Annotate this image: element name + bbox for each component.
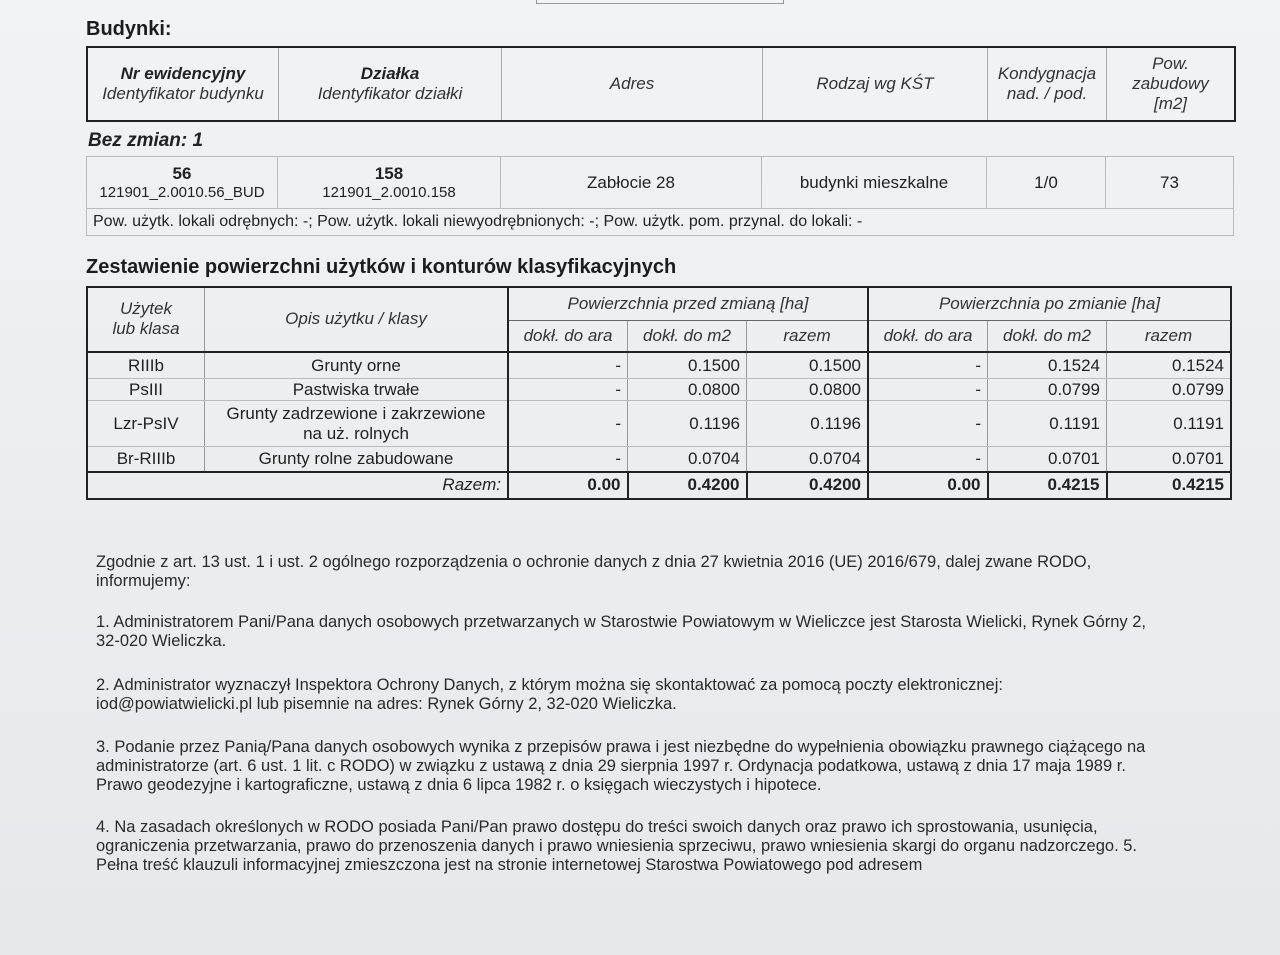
after-sum: 0.1191 [1107,401,1232,447]
header-after: Powierzchnia po zmianie [ha] [868,287,1231,320]
after-m2: 0.1191 [988,401,1107,447]
class-row [87,379,1231,401]
after-m2: 0.0799 [988,379,1107,401]
rodo-intro: Zgodnie z art. 13 ust. 1 i ust. 2 ogólnego rozporządzenia o ochronie danych z dnia 27 kwietnia 2016 (UE) 2016/679, dalej zwane RODO, informujemy: [96,553,1092,590]
after-m2: 0.1524 [988,352,1107,379]
class-code: Lzr-PsIV [87,401,205,447]
buildings-header-table [86,46,1236,122]
class-desc: Grunty orne [205,352,509,379]
total-before-sum: 0.4200 [747,472,869,499]
class-code: Br-RIIIb [87,447,205,472]
header-pow-zabudowy: Pow. zabudowy [m2] [1132,54,1209,113]
building-type-cell: budynki mieszkalne [762,157,987,209]
building-floors-cell: 1/0 [987,157,1106,209]
header-dzialka: Działka Identyfikator działki [279,47,502,121]
status-label: Bez zmian: 1 [88,130,204,151]
header-rodzaj: Rodzaj wg KŚT [763,47,988,121]
before-ar: - [508,401,628,447]
before-m2: 0.0704 [628,447,747,472]
building-address-cell: Zabłocie 28 [501,157,762,209]
rodo-paragraph-2: 2. Administrator wyznaczył Inspektora Ochrony Danych, z którym można się skontaktować za pomocą poczty elektronicznej: iod@powiatwielicki.pl lub pisemnie na adres: Rynek Górny 2, 32-020 Wieliczka. [96,676,1003,713]
building-plot-cell: 158 121901_2.0010.158 [278,157,501,209]
after-sum: 0.1524 [1107,352,1232,379]
before-ar: - [508,379,628,401]
before-sum: 0.1196 [747,401,869,447]
before-ar: - [508,447,628,472]
before-sum: 0.0704 [747,447,869,472]
header-after-ar: dokł. do ara [868,320,988,351]
class-row [87,447,1231,472]
after-ar: - [868,401,988,447]
building-footer-cell: Pow. użytk. lokali odrębnych: -; Pow. użytk. lokali niewyodrębnionych: -; Pow. użytk. pom. przynal. do lokali: - [87,209,1234,236]
header-before-razem: razem [747,320,869,351]
total-before-ar: 0.00 [508,472,628,499]
header-uzytek: Użytek lub klasa [87,287,205,352]
class-row [87,352,1231,379]
building-nr-cell: 56 121901_2.0010.56_BUD [87,157,278,209]
header-after-razem: razem [1107,320,1232,351]
after-ar: - [868,447,988,472]
before-m2: 0.0800 [628,379,747,401]
classification-table [86,286,1232,500]
classification-heading: Zestawienie powierzchni użytków i konturów klasyfikacyjnych [86,256,677,278]
after-ar: - [868,379,988,401]
total-after-ar: 0.00 [868,472,988,499]
top-border-fragment [536,0,784,4]
header-adres: Adres [502,47,763,121]
header-before: Powierzchnia przed zmianą [ha] [508,287,868,320]
building-row-table [86,156,1234,236]
total-after-m2: 0.4215 [988,472,1107,499]
class-code: PsIII [87,379,205,401]
before-ar: - [508,352,628,379]
before-sum: 0.1500 [747,352,869,379]
class-desc: Pastwiska trwałe [205,379,509,401]
building-area-cell: 73 [1106,157,1234,209]
after-sum: 0.0701 [1107,447,1232,472]
header-kondygnacja: Kondygnacja nad. / pod. [988,47,1107,121]
class-code: RIIIb [87,352,205,379]
header-before-m2: dokł. do m2 [628,320,747,351]
buildings-heading: Budynki: [86,18,172,40]
before-m2: 0.1500 [628,352,747,379]
class-desc: Grunty zadrzewione i zakrzewione na uż. rolnych [205,401,509,447]
rodo-paragraph-4: 4. Na zasadach określonych w RODO posiada Pani/Pan prawo dostępu do treści swoich danych oraz prawo ich sprostowania, usunięcia, ograniczenia przetwarzania, prawo do przenoszenia danych i prawo wniesienia sprzeciwu, prawo wniesienia skargi do organu nadzorczego. 5. Pełna treść klauzuli informacyjnej zmieszczona jest na stronie internetowej Starostwa Powiatowego pod adresem [96,818,1137,874]
class-desc: Grunty rolne zabudowane [205,447,509,472]
after-sum: 0.0799 [1107,379,1232,401]
total-after-sum: 0.4215 [1107,472,1232,499]
total-label: Razem: [87,472,508,499]
header-nr-ewidencyjny: Nr ewidencyjny Identyfikator budynku [87,47,279,121]
before-m2: 0.1196 [628,401,747,447]
before-sum: 0.0800 [747,379,869,401]
header-after-m2: dokł. do m2 [988,320,1107,351]
rodo-paragraph-1: 1. Administratorem Pani/Pana danych osobowych przetwarzanych w Starostwie Powiatowym w Wieliczce jest Starosta Wielicki, Rynek Górny 2, 32-020 Wieliczka. [96,613,1146,650]
header-opis: Opis użytku / klasy [205,287,509,352]
header-before-ar: dokł. do ara [508,320,628,351]
class-row [87,401,1231,447]
rodo-paragraph-3: 3. Podanie przez Panią/Pana danych osobowych wynika z przepisów prawa i jest niezbędne do wypełnienia obowiązku prawnego ciążącego na administratorze (art. 6 ust. 1 lit. c RODO) w związku z ustawą z dnia 29 sierpnia 1997 r. Ordynacja podatkowa, ustawą z dnia 17 maja 1989 r. Prawo geodezyjne i kartograficzne, ustawą z dnia 6 lipca 1982 r. o księgach wieczystych i hipotece. [96,738,1146,794]
after-m2: 0.0701 [988,447,1107,472]
total-row [87,472,1231,499]
after-ar: - [868,352,988,379]
total-before-m2: 0.4200 [628,472,747,499]
